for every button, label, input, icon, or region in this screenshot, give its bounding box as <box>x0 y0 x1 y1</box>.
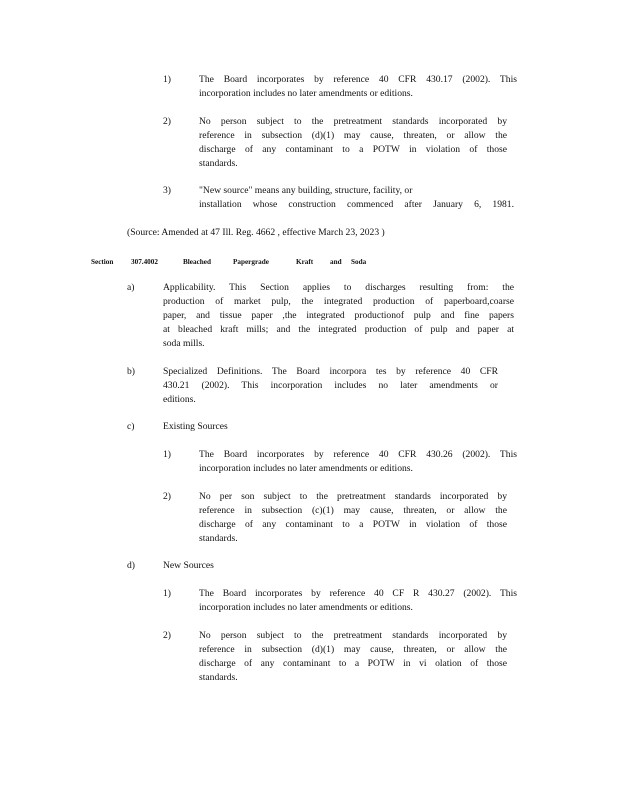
section-label: Section <box>91 258 114 266</box>
subsection-title: Existing Sources <box>163 421 228 432</box>
item-text: "New source" means any building, structure, facility, or installation whose construction commenced after January 6, 1981. <box>199 185 514 210</box>
section-title-word: Soda <box>351 258 367 266</box>
item-number: 2) <box>163 630 171 641</box>
subsection-letter: d) <box>127 560 135 571</box>
item-number: 2) <box>163 491 171 502</box>
item-text: The Board incorporates by reference 40 CF R 430.27 (2002). This incorporation includes no later amendments or editions. <box>199 588 517 613</box>
item-number: 1) <box>163 74 171 85</box>
subsection-letter: b) <box>127 366 135 377</box>
subsection-title: New Sources <box>163 560 214 571</box>
item-number: 2) <box>163 116 171 127</box>
item-number: 3) <box>163 185 171 196</box>
section-title-word: Kraft <box>296 258 314 266</box>
subsection-letter: a) <box>127 282 135 293</box>
item-text: The Board incorporates by reference 40 CFR 430.26 (2002). This incorporation includes no later amendments or editions. <box>199 449 517 474</box>
item-text: No per son subject to the pretreatment standards incorporated by reference in subsection (c)(1) may cause, threaten, or allow the discharge of any contaminant to a POTW in violation of those standards. <box>199 491 507 544</box>
item-number: 1) <box>163 588 171 599</box>
subsection-text: Applicability. This Section applies to discharges resulting from: the production of market pulp, the integrated production of paperboard,coarse paper, and tissue paper ,the integrated productionof pulp and fine papers at bleached kraft mills; and the integrated production of pulp and paper at soda mills. <box>163 282 514 349</box>
source-note: (Source: Amended at 47 Ill. Reg. 4662 , effective March 23, 2023 ) <box>127 227 385 238</box>
subsection-text: Specialized Definitions. The Board incorpora tes by reference 40 CFR 430.21 (2002). This incorporation includes no later amendments or editions. <box>163 366 498 405</box>
subsection-letter: c) <box>127 421 135 432</box>
item-text: The Board incorporates by reference 40 CFR 430.17 (2002). This incorporation includes no later amendments or editions. <box>199 74 517 99</box>
item-number: 1) <box>163 449 171 460</box>
item-text: No person subject to the pretreatment standards incorporated by reference in subsection (d)(1) may cause, threaten, or allow the discharge of any contaminant to a POTW in violation of those standards. <box>199 116 507 169</box>
section-title-word: Papergrade <box>233 258 269 266</box>
section-number: 307.4002 <box>131 258 158 266</box>
item-text: No person subject to the pretreatment standards incorporated by reference in subsection (d)(1) may cause, threaten, or allow the discharge of any contaminant to a POTW in vi olation of those standards. <box>199 630 507 683</box>
section-title-word: Bleached <box>183 258 211 266</box>
section-title-word: and <box>330 258 342 266</box>
